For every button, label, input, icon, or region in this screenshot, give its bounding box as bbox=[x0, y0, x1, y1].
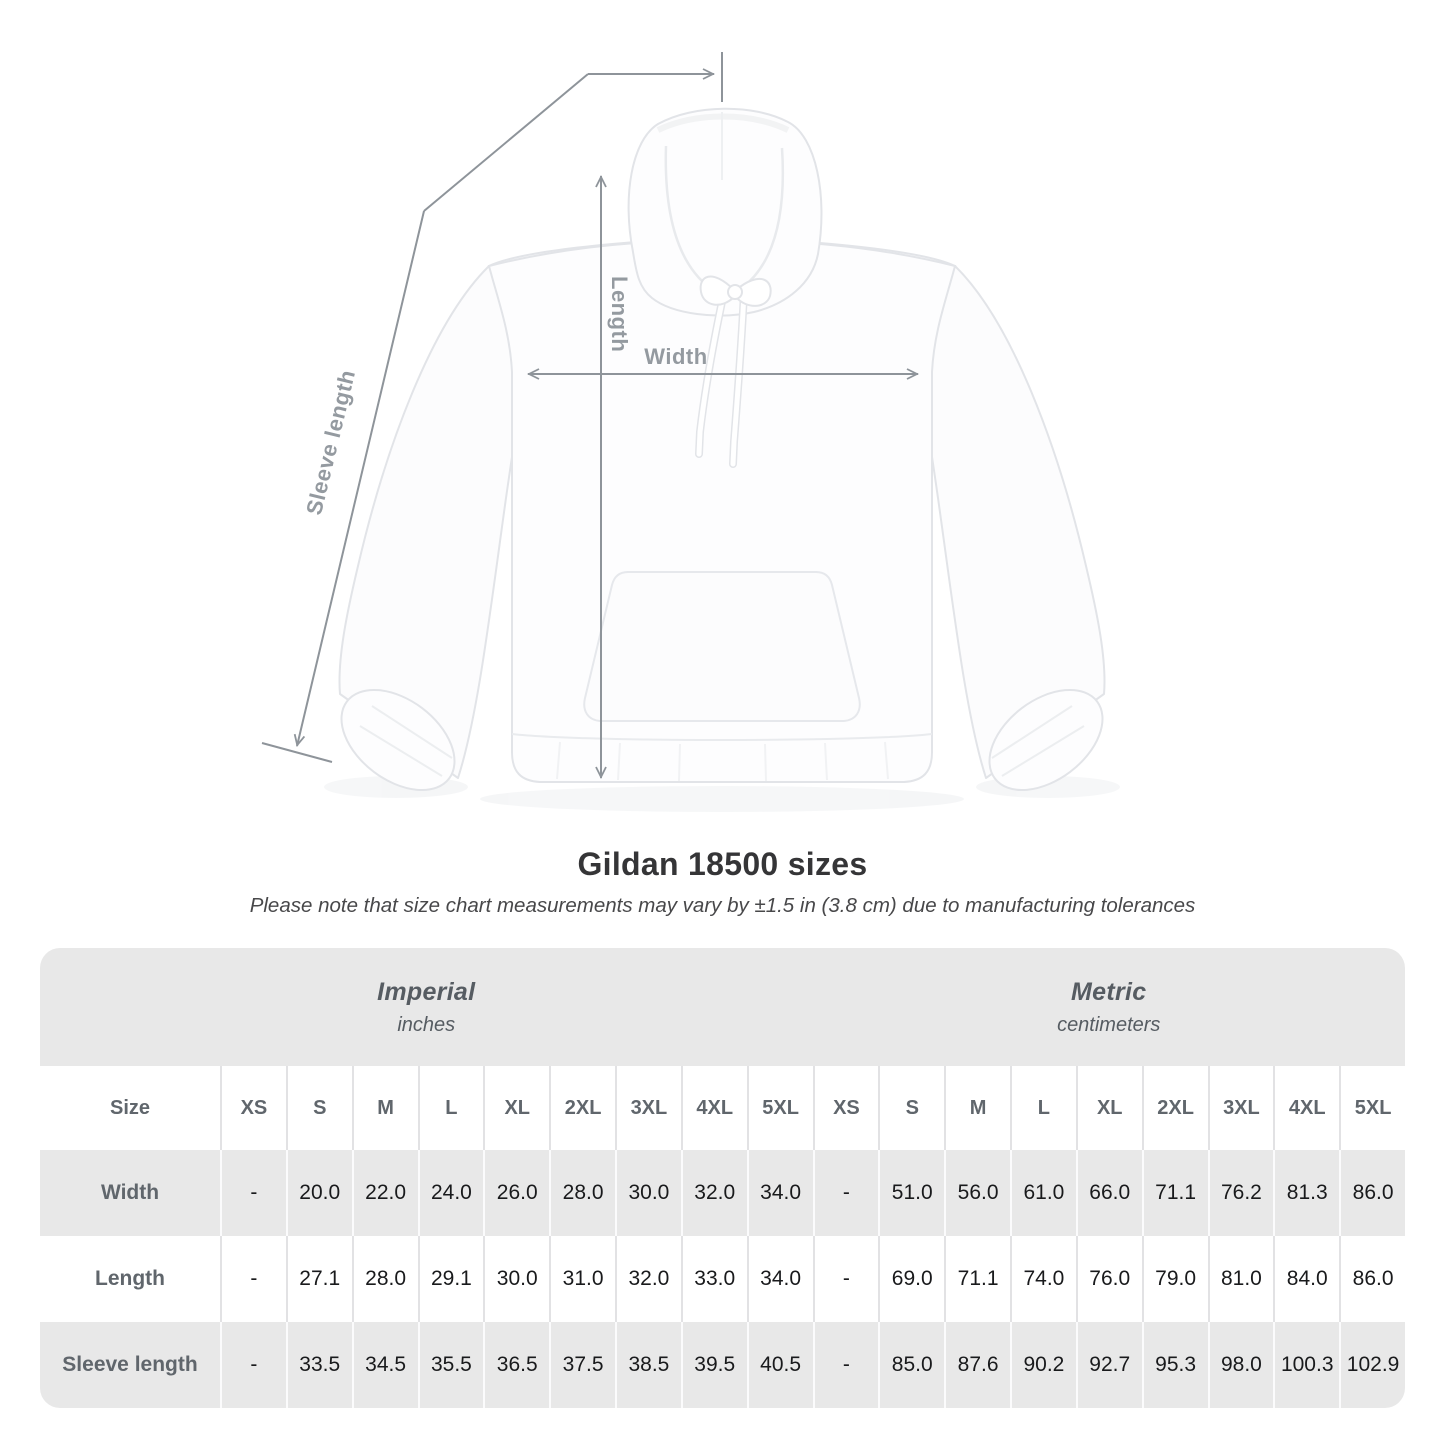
size-value-cell: 74.0 bbox=[1010, 1236, 1076, 1322]
size-column-header: S bbox=[878, 1066, 944, 1150]
size-value-cell: 32.0 bbox=[615, 1236, 681, 1322]
size-value-cell: 66.0 bbox=[1076, 1150, 1142, 1236]
row-label-length: Length bbox=[40, 1236, 220, 1322]
size-value-cell: 26.0 bbox=[483, 1150, 549, 1236]
unit-group-imperial bbox=[40, 948, 813, 1066]
size-column-header: XL bbox=[483, 1066, 549, 1150]
row-label-sleeve-length: Sleeve length bbox=[40, 1322, 220, 1408]
size-value-cell: 51.0 bbox=[878, 1150, 944, 1236]
hoodie-pocket bbox=[584, 572, 860, 721]
size-value-cell: 34.0 bbox=[747, 1236, 813, 1322]
size-value-cell: 30.0 bbox=[615, 1150, 681, 1236]
size-value-cell: 28.0 bbox=[549, 1150, 615, 1236]
unit-group-name: Metric bbox=[1071, 977, 1147, 1006]
size-value-cell: 61.0 bbox=[1010, 1150, 1076, 1236]
row-label-width: Width bbox=[40, 1150, 220, 1236]
size-column-header: XL bbox=[1076, 1066, 1142, 1150]
size-value-cell: 95.3 bbox=[1142, 1322, 1208, 1408]
size-value-cell: 56.0 bbox=[944, 1150, 1010, 1236]
size-value-cell: 76.0 bbox=[1076, 1236, 1142, 1322]
size-value-cell: 69.0 bbox=[878, 1236, 944, 1322]
size-value-cell: 28.0 bbox=[352, 1236, 418, 1322]
size-value-cell: - bbox=[220, 1322, 286, 1408]
size-value-cell: - bbox=[813, 1150, 879, 1236]
size-column-header: L bbox=[1010, 1066, 1076, 1150]
size-value-cell: 40.5 bbox=[747, 1322, 813, 1408]
size-chart-table bbox=[40, 948, 1405, 1408]
size-value-cell: - bbox=[813, 1322, 879, 1408]
size-value-cell: 34.0 bbox=[747, 1150, 813, 1236]
size-value-cell: 79.0 bbox=[1142, 1236, 1208, 1322]
unit-group-unit: centimeters bbox=[1057, 1013, 1161, 1036]
size-value-cell: 34.5 bbox=[352, 1322, 418, 1408]
page-title: Gildan 18500 sizes bbox=[577, 846, 868, 882]
size-value-cell: 20.0 bbox=[286, 1150, 352, 1236]
size-column-header: 5XL bbox=[1339, 1066, 1405, 1150]
size-column-header: 5XL bbox=[747, 1066, 813, 1150]
size-value-cell: 24.0 bbox=[418, 1150, 484, 1236]
size-value-cell: - bbox=[813, 1236, 879, 1322]
size-value-cell: 84.0 bbox=[1273, 1236, 1339, 1322]
sleeve-length-arrow-label: Sleeve length bbox=[301, 367, 361, 518]
size-value-cell: 30.0 bbox=[483, 1236, 549, 1322]
size-value-cell: 29.1 bbox=[418, 1236, 484, 1322]
size-column-header: 3XL bbox=[1208, 1066, 1274, 1150]
size-value-cell: 35.5 bbox=[418, 1322, 484, 1408]
size-column-header: S bbox=[286, 1066, 352, 1150]
size-value-cell: - bbox=[220, 1236, 286, 1322]
size-column-header: 3XL bbox=[615, 1066, 681, 1150]
size-value-cell: 71.1 bbox=[1142, 1150, 1208, 1236]
size-column-header: 2XL bbox=[1142, 1066, 1208, 1150]
size-column-header: M bbox=[944, 1066, 1010, 1150]
size-column-header: XS bbox=[813, 1066, 879, 1150]
size-row-label: Size bbox=[40, 1066, 220, 1150]
size-value-cell: 37.5 bbox=[549, 1322, 615, 1408]
size-value-cell: 36.5 bbox=[483, 1322, 549, 1408]
size-value-cell: 38.5 bbox=[615, 1322, 681, 1408]
size-value-cell: 27.1 bbox=[286, 1236, 352, 1322]
size-value-cell: 76.2 bbox=[1208, 1150, 1274, 1236]
size-value-cell: 85.0 bbox=[878, 1322, 944, 1408]
size-value-cell: 39.5 bbox=[681, 1322, 747, 1408]
width-arrow-label: Width bbox=[644, 344, 708, 369]
size-value-cell: 33.5 bbox=[286, 1322, 352, 1408]
size-value-cell: 86.0 bbox=[1339, 1150, 1405, 1236]
sleeve-arrow-diagonal-1 bbox=[424, 74, 588, 211]
size-value-cell: 90.2 bbox=[1010, 1322, 1076, 1408]
size-value-cell: 81.3 bbox=[1273, 1150, 1339, 1236]
size-value-cell: 86.0 bbox=[1339, 1236, 1405, 1322]
unit-group-unit: inches bbox=[397, 1013, 456, 1036]
size-column-header: L bbox=[418, 1066, 484, 1150]
size-value-cell: 71.1 bbox=[944, 1236, 1010, 1322]
size-value-cell: 33.0 bbox=[681, 1236, 747, 1322]
unit-group-metric bbox=[813, 948, 1406, 1066]
unit-group-name: Imperial bbox=[377, 977, 476, 1006]
size-value-cell: 32.0 bbox=[681, 1150, 747, 1236]
tolerance-note: Please note that size chart measurements may vary by ±1.5 in (3.8 cm) due to manufacturing tolerances bbox=[249, 894, 1196, 917]
size-column-header: 2XL bbox=[549, 1066, 615, 1150]
size-value-cell: 100.3 bbox=[1273, 1322, 1339, 1408]
size-value-cell: 87.6 bbox=[944, 1322, 1010, 1408]
size-column-header: XS bbox=[220, 1066, 286, 1150]
size-column-header: 4XL bbox=[1273, 1066, 1339, 1150]
size-value-cell: 22.0 bbox=[352, 1150, 418, 1236]
size-column-header: M bbox=[352, 1066, 418, 1150]
size-value-cell: 92.7 bbox=[1076, 1322, 1142, 1408]
size-value-cell: 102.9 bbox=[1339, 1322, 1405, 1408]
size-column-header: 4XL bbox=[681, 1066, 747, 1150]
length-arrow-label: Length bbox=[607, 276, 632, 353]
size-value-cell: 98.0 bbox=[1208, 1322, 1274, 1408]
size-value-cell: 31.0 bbox=[549, 1236, 615, 1322]
size-value-cell: 81.0 bbox=[1208, 1236, 1274, 1322]
size-value-cell: - bbox=[220, 1150, 286, 1236]
